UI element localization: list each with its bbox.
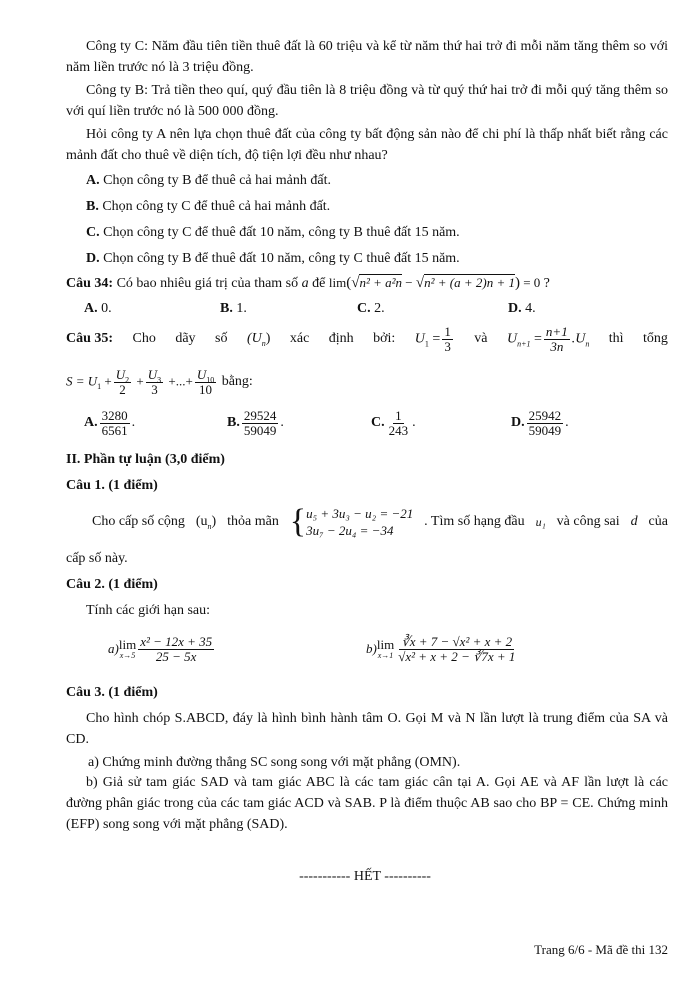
q1-line-1 [92, 502, 668, 542]
word: xác [289, 331, 310, 346]
problem-34 [66, 274, 550, 293]
word: thì [608, 331, 624, 346]
sequence: $(u_n)$ [195, 514, 217, 531]
word: số [215, 331, 228, 346]
word: định [328, 331, 354, 346]
option-text: Chọn công ty C để thuê đất 10 năm, công ty B thuê đất 15 năm. [103, 225, 460, 240]
word: tổng [643, 331, 668, 346]
company-b-paragraph: Công ty B: Trả tiền theo quí, quý đầu tiên là 8 triệu đồng và từ quý thứ hai trở đi mỗi quý tăng thêm so với quí liền trước nó là 500 000 đồng. [66, 83, 668, 119]
question-paragraph: Hỏi công ty A nên lựa chọn thuê đất của công ty bất động sản nào để chi phí là thấp nhất biết rằng các mảnh đất cho thuê về diện tích, độ tiện lợi đều như nhau? [66, 127, 668, 163]
sequence-name: $(U_n)$ [246, 331, 271, 348]
lim-operator: lim x→5 [118, 636, 137, 660]
option-label: D. [511, 415, 525, 430]
option-text: 0. [101, 301, 112, 316]
option-label: B. [227, 415, 240, 430]
limit-a [108, 628, 216, 670]
option-text: Chọn công ty B để thuê cả hai mảnh đất. [103, 173, 331, 188]
q3-part-b: b) Giả sử tam giác SAD và tam giác ABC là các tam giác cân tại A. Gọi AE và AF lần lượt là các đường phân giác trong của các tam giác ACD và SAB. P là điểm thuộc AB sao cho BP = CE. Chứng minh (EFP) song song với mặt phẳng (SAD). [66, 775, 668, 832]
p35-option-a: A. $\frac{3280}{6561}$ . [84, 407, 136, 438]
param-a: a [301, 276, 309, 291]
p34-option-b [220, 300, 247, 318]
option-label: A. [84, 301, 98, 316]
equation-system: { u₅ + 3u₃ − u₂ = −21 3u₇ − 2u₄ = −34 [289, 503, 414, 540]
q1-text: và công sai [556, 514, 620, 529]
recurrence-formula: $U_{n+1}$ = $\frac{n+1}{3n}$ $.U_n$ [506, 323, 590, 354]
option-text: 1. [236, 301, 247, 316]
problem-label: Câu 34: [66, 276, 114, 291]
option-label: C. [357, 301, 371, 316]
question-mark: ? [543, 276, 550, 291]
problem-text: Có bao nhiêu giá trị của tham số [116, 276, 299, 291]
equation-1: u₅ + 3u₃ − u₂ = −21 [306, 506, 414, 521]
word: bởi: [373, 331, 396, 346]
p34-option-d [508, 300, 536, 318]
lim-symbol: lim [328, 275, 347, 290]
option-d [86, 250, 460, 268]
sum-formula: $S = U_1$ + $\frac{U_2}{2}$ + $\frac{U_3}{3}$ +...+ $\frac{U_{10}}{10}$ [66, 366, 215, 397]
option-label: C. [86, 225, 100, 240]
u1-formula: $U_1$ = $\frac{1}{3}$ [414, 323, 451, 354]
part-label: b) [366, 641, 377, 656]
word: và [474, 331, 488, 346]
p35-option-b: B. $\frac{29524}{59049}$ . [227, 407, 284, 438]
q1-text: thỏa mãn [227, 514, 279, 529]
limit-b [366, 626, 519, 672]
page-footer: Trang 6/6 - Mã đề thi 132 [534, 942, 668, 957]
q2-title: Câu 2. (1 điểm) [66, 577, 158, 592]
limit-formula: lim(√n² + a²n − √n² + (a + 2)n + 1) = 0 [328, 275, 541, 291]
p34-option-c [357, 300, 385, 318]
option-label: B. [86, 199, 99, 214]
option-text: Chọn công ty B để thuê đất 10 năm, công ty C thuê đất 15 năm. [103, 251, 460, 266]
p34-option-a [84, 300, 112, 318]
problem-35-line-1 [66, 322, 668, 356]
option-text: 2. [374, 301, 385, 316]
q1-title: Câu 1. (1 điểm) [66, 478, 158, 493]
limit-fraction: $\frac{\text{x² − 12x + 35}}{25 - 5x}$ [140, 633, 213, 664]
end-mark: ----------- HẾT ---------- [299, 869, 431, 884]
problem-label: Câu 35: [66, 331, 114, 346]
option-text: 4. [525, 301, 536, 316]
q3-part-a: a) Chứng minh đường thẳng SC song song với mặt phẳng (OMN). [88, 755, 461, 770]
lim-operator: lim x→1 [376, 636, 395, 660]
formula-rhs: = 0 [523, 275, 541, 290]
word: Cho [132, 331, 156, 346]
option-text: Chọn công ty C để thuê cả hai mảnh đất. [102, 199, 331, 214]
company-c-paragraph: Công ty C: Năm đầu tiên tiền thuê đất là 60 triệu và kể từ năm thứ hai trở đi mỗi năm tăng thêm so với năm liền trước nó là 3 triệu đồng. [66, 39, 668, 75]
option-label: A. [84, 415, 98, 430]
p35-option-d: D. $\frac{25942}{59049}$ . [511, 407, 569, 438]
problem-35-line-2 [66, 364, 253, 400]
q2-intro: Tính các giới hạn sau: [86, 603, 211, 618]
equation-2: 3u₇ − 2u₄ = −34 [306, 523, 394, 538]
limit-fraction: $\frac{\text{∛x + 7 − √x² + x + 2}}{\text{√x² + x + 2 − ∛7x + 1}}$ [398, 633, 516, 664]
option-label: D. [508, 301, 522, 316]
sqrt-term-2: n² + (a + 2)n + 1 [424, 275, 515, 290]
word: dãy [175, 331, 196, 346]
option-label: A. [86, 173, 100, 188]
q1-text: của [648, 514, 668, 529]
q1-text: . Tìm số hạng đầu [424, 514, 525, 529]
q3-title: Câu 3. (1 điểm) [66, 685, 158, 700]
section-title: II. Phần tự luận (3,0 điểm) [66, 452, 225, 467]
p35-option-c: C. $\frac{1}{243}$ . [371, 407, 416, 438]
option-b [86, 198, 330, 216]
sqrt-term-1: n² + a²n [359, 275, 403, 290]
option-label: D. [86, 251, 100, 266]
u1-symbol: u₁ [535, 515, 546, 529]
option-label: B. [220, 301, 233, 316]
option-a [86, 172, 331, 190]
option-label: C. [371, 415, 385, 430]
option-c [86, 224, 460, 242]
sum-tail: bằng: [221, 374, 253, 389]
problem-text-2: để [312, 276, 326, 291]
q3-intro: Cho hình chóp S.ABCD, đáy là hình bình hành tâm O. Gọi M và N lần lượt là trung điểm của SA và CD. [66, 711, 668, 747]
q1-text: Cho cấp số cộng [92, 514, 185, 529]
q1-line-2: cấp số này. [66, 551, 128, 566]
d-symbol: d [630, 514, 638, 529]
part-label: a) [108, 641, 119, 656]
